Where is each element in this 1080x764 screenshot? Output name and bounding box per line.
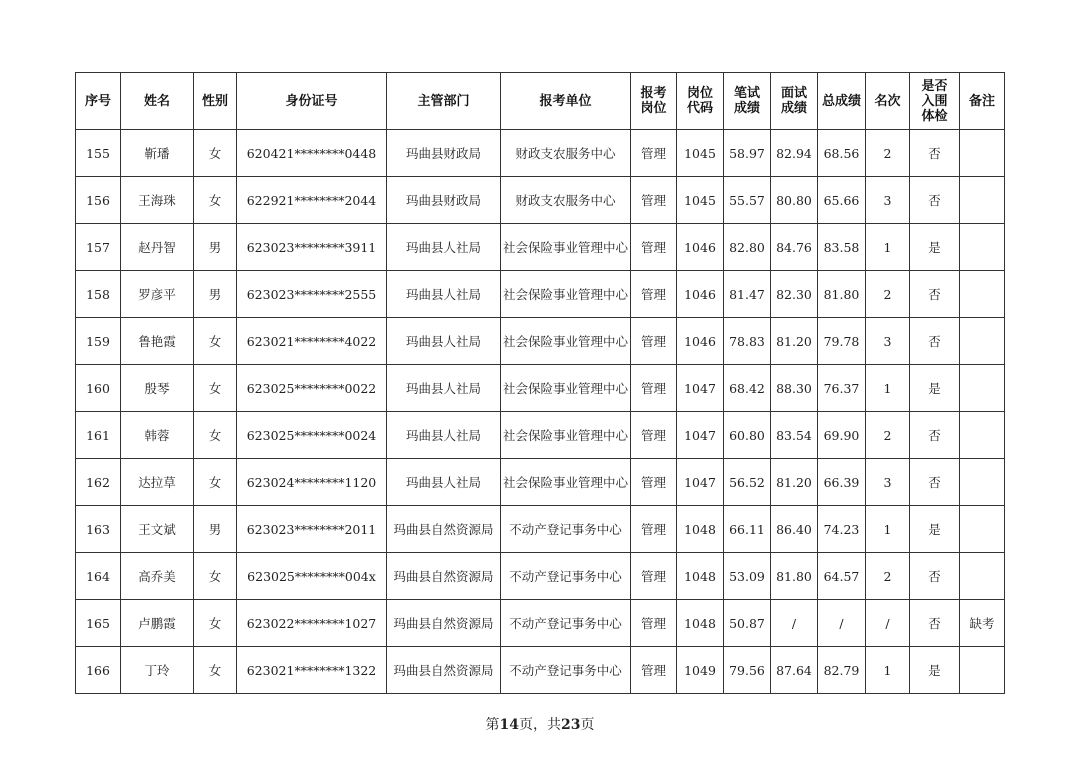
cell-unit: 社会保险事业管理中心 [501, 224, 631, 271]
cell-written: 82.80 [724, 224, 771, 271]
cell-note [960, 412, 1005, 459]
header-dept: 主管部门 [387, 73, 501, 130]
cell-id: 623021********1322 [237, 647, 387, 694]
cell-written: 81.47 [724, 271, 771, 318]
cell-name: 殷琴 [121, 365, 194, 412]
cell-interview: 88.30 [771, 365, 818, 412]
cell-total: 74.23 [818, 506, 866, 553]
cell-interview: 80.80 [771, 177, 818, 224]
cell-post: 管理 [631, 647, 677, 694]
table-row [76, 647, 1005, 694]
results-table [75, 72, 1005, 694]
cell-note [960, 271, 1005, 318]
cell-note [960, 177, 1005, 224]
cell-dept: 玛曲县人社局 [387, 412, 501, 459]
cell-post: 管理 [631, 177, 677, 224]
cell-name: 赵丹智 [121, 224, 194, 271]
cell-seq: 159 [76, 318, 121, 365]
cell-gender: 女 [194, 600, 237, 647]
cell-check: 是 [910, 647, 960, 694]
cell-dept: 玛曲县自然资源局 [387, 506, 501, 553]
cell-check: 是 [910, 365, 960, 412]
cell-post: 管理 [631, 130, 677, 177]
table-row [76, 412, 1005, 459]
cell-written: 53.09 [724, 553, 771, 600]
cell-gender: 女 [194, 553, 237, 600]
cell-unit: 社会保险事业管理中心 [501, 365, 631, 412]
cell-rank: 1 [866, 506, 910, 553]
cell-code: 1046 [677, 271, 724, 318]
cell-interview: 86.40 [771, 506, 818, 553]
cell-total: 66.39 [818, 459, 866, 506]
cell-dept: 玛曲县财政局 [387, 130, 501, 177]
cell-dept: 玛曲县自然资源局 [387, 600, 501, 647]
cell-dept: 玛曲县人社局 [387, 224, 501, 271]
cell-rank: 1 [866, 365, 910, 412]
footer-middle: 页，共 [519, 717, 561, 733]
table-body [76, 130, 1005, 694]
cell-code: 1047 [677, 412, 724, 459]
cell-dept: 玛曲县自然资源局 [387, 553, 501, 600]
cell-interview: / [771, 600, 818, 647]
footer-page-number: 14 [499, 717, 519, 733]
cell-code: 1046 [677, 318, 724, 365]
cell-note: 缺考 [960, 600, 1005, 647]
cell-interview: 81.20 [771, 459, 818, 506]
cell-gender: 女 [194, 318, 237, 365]
cell-rank: 1 [866, 224, 910, 271]
cell-check: 否 [910, 459, 960, 506]
cell-unit: 不动产登记事务中心 [501, 506, 631, 553]
cell-code: 1049 [677, 647, 724, 694]
cell-total: 65.66 [818, 177, 866, 224]
cell-code: 1045 [677, 177, 724, 224]
table-row [76, 553, 1005, 600]
table-row [76, 506, 1005, 553]
cell-id: 622921********2044 [237, 177, 387, 224]
cell-gender: 女 [194, 365, 237, 412]
footer-suffix: 页 [580, 717, 595, 733]
cell-interview: 84.76 [771, 224, 818, 271]
cell-note [960, 318, 1005, 365]
cell-code: 1045 [677, 130, 724, 177]
cell-check: 否 [910, 271, 960, 318]
cell-name: 卢鹏霞 [121, 600, 194, 647]
cell-total: 83.58 [818, 224, 866, 271]
cell-code: 1046 [677, 224, 724, 271]
cell-name: 高乔美 [121, 553, 194, 600]
cell-interview: 82.94 [771, 130, 818, 177]
cell-interview: 81.80 [771, 553, 818, 600]
cell-check: 否 [910, 600, 960, 647]
cell-gender: 女 [194, 647, 237, 694]
cell-gender: 女 [194, 177, 237, 224]
cell-check: 否 [910, 177, 960, 224]
cell-rank: 1 [866, 647, 910, 694]
cell-gender: 女 [194, 459, 237, 506]
cell-total: 64.57 [818, 553, 866, 600]
cell-post: 管理 [631, 412, 677, 459]
cell-unit: 财政支农服务中心 [501, 130, 631, 177]
cell-dept: 玛曲县人社局 [387, 459, 501, 506]
cell-rank: 3 [866, 177, 910, 224]
cell-code: 1047 [677, 365, 724, 412]
cell-note [960, 130, 1005, 177]
cell-post: 管理 [631, 365, 677, 412]
cell-post: 管理 [631, 224, 677, 271]
header-name: 姓名 [121, 73, 194, 130]
cell-seq: 162 [76, 459, 121, 506]
cell-name: 达拉草 [121, 459, 194, 506]
cell-post: 管理 [631, 553, 677, 600]
cell-total: 79.78 [818, 318, 866, 365]
table-row [76, 365, 1005, 412]
cell-id: 623025********0022 [237, 365, 387, 412]
cell-seq: 164 [76, 553, 121, 600]
cell-name: 罗彦平 [121, 271, 194, 318]
cell-note [960, 553, 1005, 600]
cell-check: 否 [910, 553, 960, 600]
cell-dept: 玛曲县人社局 [387, 271, 501, 318]
header-gender: 性别 [194, 73, 237, 130]
cell-interview: 83.54 [771, 412, 818, 459]
cell-check: 是 [910, 224, 960, 271]
cell-gender: 女 [194, 130, 237, 177]
cell-note [960, 647, 1005, 694]
cell-note [960, 506, 1005, 553]
cell-written: 60.80 [724, 412, 771, 459]
cell-total: / [818, 600, 866, 647]
cell-seq: 157 [76, 224, 121, 271]
cell-check: 否 [910, 130, 960, 177]
cell-interview: 87.64 [771, 647, 818, 694]
table-row [76, 271, 1005, 318]
footer-page-total: 23 [561, 717, 581, 733]
cell-id: 623025********004x [237, 553, 387, 600]
page-footer [0, 714, 1080, 734]
cell-note [960, 224, 1005, 271]
cell-post: 管理 [631, 600, 677, 647]
cell-code: 1047 [677, 459, 724, 506]
cell-seq: 155 [76, 130, 121, 177]
cell-total: 69.90 [818, 412, 866, 459]
table-row [76, 130, 1005, 177]
cell-rank: 2 [866, 412, 910, 459]
cell-seq: 161 [76, 412, 121, 459]
cell-seq: 163 [76, 506, 121, 553]
cell-interview: 81.20 [771, 318, 818, 365]
header-seq: 序号 [76, 73, 121, 130]
cell-rank: 3 [866, 318, 910, 365]
cell-check: 否 [910, 318, 960, 365]
cell-code: 1048 [677, 553, 724, 600]
header-written: 笔试 成绩 [724, 73, 771, 130]
cell-written: 66.11 [724, 506, 771, 553]
table-row [76, 224, 1005, 271]
cell-name: 丁玲 [121, 647, 194, 694]
cell-rank: / [866, 600, 910, 647]
cell-unit: 不动产登记事务中心 [501, 600, 631, 647]
cell-name: 鲁艳霞 [121, 318, 194, 365]
cell-gender: 男 [194, 506, 237, 553]
cell-rank: 2 [866, 271, 910, 318]
cell-unit: 社会保险事业管理中心 [501, 412, 631, 459]
header-note: 备注 [960, 73, 1005, 130]
cell-id: 623021********4022 [237, 318, 387, 365]
cell-post: 管理 [631, 459, 677, 506]
cell-name: 韩蓉 [121, 412, 194, 459]
header-rank: 名次 [866, 73, 910, 130]
cell-unit: 社会保险事业管理中心 [501, 271, 631, 318]
cell-written: 56.52 [724, 459, 771, 506]
cell-unit: 不动产登记事务中心 [501, 647, 631, 694]
header-post: 报考 岗位 [631, 73, 677, 130]
cell-name: 王海珠 [121, 177, 194, 224]
cell-dept: 玛曲县自然资源局 [387, 647, 501, 694]
header-code: 岗位 代码 [677, 73, 724, 130]
cell-written: 79.56 [724, 647, 771, 694]
header-id: 身份证号 [237, 73, 387, 130]
cell-post: 管理 [631, 318, 677, 365]
cell-dept: 玛曲县财政局 [387, 177, 501, 224]
cell-check: 是 [910, 506, 960, 553]
cell-unit: 社会保险事业管理中心 [501, 459, 631, 506]
header-unit: 报考单位 [501, 73, 631, 130]
footer-prefix: 第 [485, 717, 500, 733]
cell-name: 王文斌 [121, 506, 194, 553]
table-row [76, 600, 1005, 647]
table-row [76, 318, 1005, 365]
cell-total: 76.37 [818, 365, 866, 412]
cell-id: 623022********1027 [237, 600, 387, 647]
cell-gender: 女 [194, 412, 237, 459]
cell-note [960, 459, 1005, 506]
cell-seq: 158 [76, 271, 121, 318]
cell-total: 82.79 [818, 647, 866, 694]
cell-check: 否 [910, 412, 960, 459]
cell-total: 81.80 [818, 271, 866, 318]
cell-code: 1048 [677, 600, 724, 647]
cell-rank: 2 [866, 130, 910, 177]
cell-dept: 玛曲县人社局 [387, 318, 501, 365]
cell-id: 623024********1120 [237, 459, 387, 506]
cell-id: 623023********2011 [237, 506, 387, 553]
cell-post: 管理 [631, 506, 677, 553]
table-row [76, 459, 1005, 506]
table-row [76, 177, 1005, 224]
cell-id: 623023********3911 [237, 224, 387, 271]
cell-id: 623025********0024 [237, 412, 387, 459]
cell-seq: 166 [76, 647, 121, 694]
header-check: 是否 入围 体检 [910, 73, 960, 130]
cell-rank: 2 [866, 553, 910, 600]
cell-written: 78.83 [724, 318, 771, 365]
cell-unit: 社会保险事业管理中心 [501, 318, 631, 365]
cell-gender: 男 [194, 224, 237, 271]
cell-written: 58.97 [724, 130, 771, 177]
cell-code: 1048 [677, 506, 724, 553]
cell-seq: 156 [76, 177, 121, 224]
cell-id: 623023********2555 [237, 271, 387, 318]
cell-interview: 82.30 [771, 271, 818, 318]
header-row [76, 73, 1005, 130]
cell-written: 68.42 [724, 365, 771, 412]
cell-unit: 不动产登记事务中心 [501, 553, 631, 600]
cell-post: 管理 [631, 271, 677, 318]
cell-total: 68.56 [818, 130, 866, 177]
cell-written: 55.57 [724, 177, 771, 224]
cell-written: 50.87 [724, 600, 771, 647]
header-interview: 面试 成绩 [771, 73, 818, 130]
cell-dept: 玛曲县人社局 [387, 365, 501, 412]
cell-seq: 165 [76, 600, 121, 647]
cell-unit: 财政支农服务中心 [501, 177, 631, 224]
cell-seq: 160 [76, 365, 121, 412]
cell-note [960, 365, 1005, 412]
cell-name: 靳璠 [121, 130, 194, 177]
cell-rank: 3 [866, 459, 910, 506]
cell-gender: 男 [194, 271, 237, 318]
header-total: 总成绩 [818, 73, 866, 130]
cell-id: 620421********0448 [237, 130, 387, 177]
